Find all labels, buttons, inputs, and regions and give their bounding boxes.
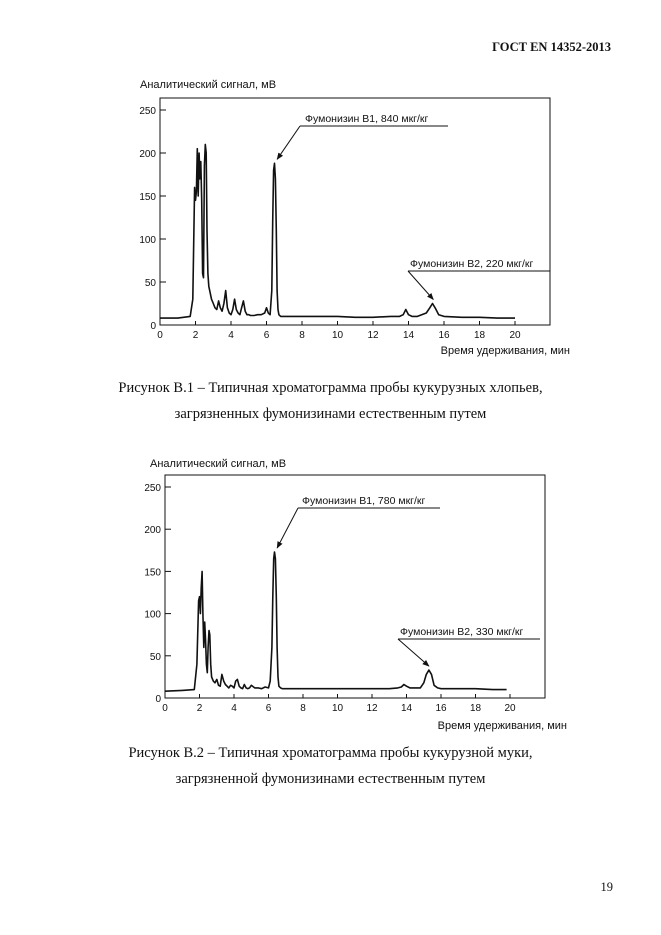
y-tick-label: 250	[139, 106, 156, 117]
figure-caption-1-line2: загрязненных фумонизинами естественным путем	[174, 406, 487, 422]
figure-caption-1	[0, 375, 661, 427]
figure-caption-2	[0, 740, 661, 792]
x-tick-label: 0	[162, 703, 168, 714]
x-tick-label: 16	[438, 330, 450, 341]
y-axis-label: Аналитический сигнал, мВ	[140, 79, 277, 91]
chromatogram-chart-2	[0, 445, 661, 735]
y-tick-label: 0	[155, 694, 161, 705]
x-tick-label: 10	[331, 330, 344, 341]
annotation-arrow	[277, 126, 300, 159]
x-tick-label: 2	[196, 703, 203, 714]
x-axis-label: Время удерживания, мин	[437, 720, 567, 732]
y-axis-label: Аналитический сигнал, мВ	[150, 458, 287, 470]
annotation-arrow	[277, 508, 298, 548]
peak-annotation-label: Фумонизин В1, 840 мкг/кг	[305, 113, 429, 125]
y-tick-label: 150	[139, 192, 156, 203]
x-tick-label: 6	[263, 330, 270, 341]
x-axis-label: Время удерживания, мин	[440, 345, 570, 357]
chart-svg	[0, 60, 661, 360]
chromatogram-trace	[160, 144, 515, 318]
x-tick-label: 14	[400, 703, 413, 714]
page-header: ГОСТ EN 14352-2013	[492, 40, 611, 54]
x-tick-label: 8	[300, 703, 306, 714]
x-tick-label: 0	[157, 330, 163, 341]
y-tick-label: 200	[144, 525, 161, 537]
x-tick-label: 2	[192, 330, 199, 341]
peak-annotation-label: Фумонизин В2, 220 мкг/кг	[410, 258, 534, 270]
x-tick-label: 4	[228, 330, 234, 341]
annotation-arrow	[398, 639, 429, 666]
chromatogram-chart-1	[0, 60, 661, 360]
x-tick-label: 6	[265, 703, 272, 714]
x-tick-label: 20	[509, 330, 521, 341]
x-tick-label: 18	[473, 330, 486, 341]
page-number: 19	[600, 880, 613, 894]
y-tick-label: 250	[144, 483, 161, 494]
chart-svg	[0, 445, 661, 735]
plot-frame	[160, 98, 550, 325]
x-tick-label: 4	[231, 703, 237, 714]
x-tick-label: 20	[504, 703, 516, 714]
figure-caption-2-line2: загрязненной фумонизинами естественным путем	[175, 771, 486, 787]
x-tick-label: 14	[402, 330, 415, 341]
y-tick-label: 150	[144, 567, 161, 579]
x-tick-label: 8	[299, 330, 305, 341]
x-tick-label: 16	[435, 703, 447, 714]
x-tick-label: 12	[367, 330, 379, 341]
peak-annotation-label: Фумонизин В2, 330 мкг/кг	[400, 626, 524, 638]
y-tick-label: 200	[139, 149, 156, 160]
x-tick-label: 18	[469, 703, 482, 714]
figure-caption-1-line1: Рисунок В.1 – Типичная хроматограмма пробы кукурузных хлопьев,	[118, 380, 543, 396]
y-tick-label: 100	[139, 235, 156, 246]
annotation-arrow	[408, 271, 433, 300]
figure-caption-2-line1: Рисунок В.2 – Типичная хроматограмма пробы кукурузной муки,	[128, 745, 533, 761]
x-tick-label: 12	[366, 703, 378, 714]
y-tick-label: 50	[149, 651, 161, 663]
y-tick-label: 50	[144, 278, 156, 289]
y-tick-label: 0	[150, 321, 156, 332]
x-tick-label: 10	[331, 703, 344, 714]
peak-annotation-label: Фумонизин В1, 780 мкг/кг	[302, 495, 426, 507]
chromatogram-trace	[165, 552, 507, 691]
y-tick-label: 100	[144, 609, 161, 621]
